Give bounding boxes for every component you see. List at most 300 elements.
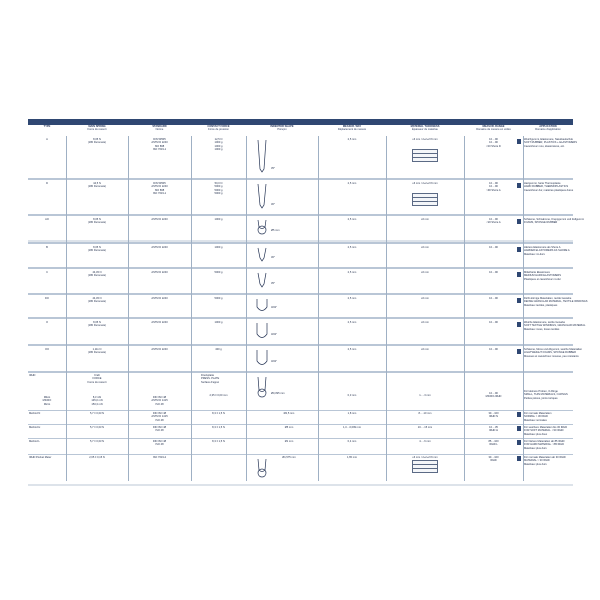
method-standard-line-2: ISO 48 [155,418,164,422]
thickness-cell [387,346,463,373]
type-cell [29,216,65,242]
contact-force-cell-line-0: 1000 g [214,246,223,249]
measuring-way-cell [319,180,385,216]
irhd-subtypes-line-1: MICRO [42,399,52,403]
irhd-thickness-line-0: 1.....3 mm [419,394,431,397]
range-cell-line-0: 10....90 [489,297,498,300]
method-spring [67,439,127,455]
method-range-line-0: 85....100 [488,440,499,443]
method-indentor-line-0: Ø2,5 mm [283,412,295,415]
standard-cell [129,136,190,180]
method-indentor-line-0: Ø1 mm [284,440,294,443]
irhd-subtypes-line-2: Micro [43,402,51,406]
range-cell [465,269,522,295]
standard-cell-line-0: ASTM D 2240 [151,246,168,249]
method-indentor [274,439,304,455]
spring-cell-line-1: (180 Duromete) [87,324,107,328]
spring-cell [67,216,127,242]
method-standard [129,425,190,439]
standard-cell [129,216,190,242]
indentor-shape-drawing [254,183,304,213]
contact-force-cell-line-2: 1000 g [214,144,223,148]
application-cell-line-2: Mousses et caoutchouc mousse, peu résistants [524,354,579,358]
application-cell [524,216,584,242]
irhd-plate-label-line-1: PRESS. PLATE [201,377,220,381]
irhd-plate-dia [192,393,245,402]
irhd-plate-dia-line-0: 2,35 ± 0,00 mm [209,394,228,397]
type-cell [29,244,65,269]
method-standard-line-0: ISO 7619-2 [152,456,167,459]
thickness-cell-line-0: ≥6 mm [421,321,429,324]
irhd-indentor-ball [258,389,266,397]
contact-force-cell-line-1: 1000 g [214,141,223,145]
method-thickness [387,439,463,455]
indentor-shape-label: 35° [271,167,275,170]
spring-cell-line-0: 8,05 N [93,138,101,141]
measuring-way-cell [319,216,385,242]
range-cell [465,136,522,180]
type-cell [29,346,65,373]
spring-cell [67,269,127,295]
method-marker [517,440,521,445]
measuring-way-cell-line-0: 2,5 mm [347,321,357,324]
standard-cell-line-2: ISO 868 [154,144,165,148]
method-name-line-0: IRHD Pocket Meter [29,456,52,459]
measuring-way-cell-line-0: 2,5 mm [347,246,357,249]
application-cell [524,295,588,319]
column-separator-4 [318,136,319,481]
measuring-way-cell-line-0: 2,5 mm [347,138,357,141]
standard-cell [129,295,190,319]
range-cell-line-0: 10....90 [489,271,498,274]
method-way [319,411,385,425]
row-marker [517,298,521,303]
method-force [192,425,245,439]
column-header-0 [28,125,66,136]
contact-force-cell-line-3: 1000 g [214,148,223,152]
measuring-way-cell-line-0: 2,5 mm [347,271,357,274]
spring-cell-line-1: (180 Duromete) [87,300,107,304]
method-name [29,455,65,484]
method-range [465,439,522,455]
indentor-shape-outline [258,184,266,208]
method-name-line-0: Method N [29,412,41,415]
method-range-line-1: IRHD N [489,415,498,419]
standard-cell [129,346,190,373]
range-cell [465,319,522,346]
application-cell-line-1: LIGHTWEIGHT FOAMS, SPONGE RUBBER [524,351,576,355]
standard-cell-line-3: ISO 7619-1 [152,192,167,196]
method-indentor [274,411,304,425]
standard-cell-line-1: ASTM D 2240 [151,141,168,145]
indentor-shape-label: 30° [271,256,275,259]
row-marker [517,219,521,224]
spring-cell-line-1: (180 Duromete) [87,351,107,355]
method-marker [517,456,521,461]
range-cell-line-0: 10....90 [489,246,498,249]
method-application [524,411,572,425]
range-cell [465,180,522,216]
method-application-line-2: Matériaux plus durs [524,446,547,450]
column-separator-5 [386,136,387,481]
spring-cell-line-0: 8,05 N [93,246,101,249]
method-name [29,425,65,439]
application-cell [524,346,583,373]
spring-cell [67,180,127,216]
spring-cell-line-0: 8,05 N [93,321,101,324]
method-application [524,439,572,455]
method-way [319,455,385,484]
method-application-line-1: FOR SOFT MATERIAL. <30 IRHD [524,429,564,433]
irhd-standard-line-0: DIN ISO 48 [152,396,167,399]
thickness-diagram-layer-2 [412,201,438,206]
measuring-way-cell-line-0: 2,5 mm [347,297,357,300]
standard-cell-line-1: ASTM D 2240 [151,185,168,189]
contact-force-cell-line-2: 5000 g [214,188,223,192]
row-marker [517,272,521,277]
method-force [192,411,245,425]
method-range-line-1: IRHD L [489,443,498,447]
method-thickness-line-0: ≥6 mm / 2+2+2=6 mm [412,456,438,459]
method-application-line-1: NORMAL > 30 IRHD [524,415,548,419]
standard-cell-line-0: ASTM D 2240 [151,321,168,324]
application-cell-line-0: Härtere Elastomere als Shore A [524,246,561,249]
spring-cell [67,295,127,319]
type-cell [29,295,65,319]
method-application-line-1: MATERIAL > 30 IRHD [524,459,550,463]
method-marker [517,426,521,431]
column-header-subtitle: Épaisseur du matériau [412,128,438,131]
method-thickness [387,425,463,439]
type-cell [29,319,65,346]
spring-cell [67,319,127,346]
method-name-line-0: Method L [29,440,40,443]
pocket-indentor-label [271,472,301,477]
thickness-cell-line-0: ≥6 mm / 2+2+2=6 mm [412,138,438,141]
method-thickness-line-0: 4.....6 mm [419,440,431,443]
column-header-subtitle: Force de pression [208,128,229,131]
method-application-line-0: Für härtere Materialien ab 85 IRHD [524,440,565,443]
application-cell-line-0: Weichgummi, Elastomere, Naturkautschuk [524,138,573,141]
method-application-line-2: Matériaux normales [524,418,547,422]
spring-cell-line-1: (180 Duromete) [87,249,107,253]
row-marker [517,322,521,327]
method-spring-line-0: 5,7 ± 0,03 N [89,412,105,415]
method-application-line-2: Matériaux plus durs [524,462,547,466]
spring-cell [67,244,127,269]
standard-cell [129,180,190,216]
method-spring [67,425,127,439]
application-cell-line-1: FOAMS, SPONGE RUBBER [524,221,558,225]
column-header-6 [386,125,464,136]
method-range [465,455,522,484]
range-cell-line-0: 10....90 [489,182,498,185]
range-cell-line-1: <20 Shore A [486,221,501,225]
indentor-shape-outline [258,248,266,261]
application-cell [524,269,572,295]
irhd-plate-label-line-0: Druckplatte [201,374,215,377]
application-cell-line-2: Matériaux textiles, plastiques [524,303,558,307]
contact-force-cell [192,346,245,373]
measuring-way-cell [319,319,385,346]
method-way-line-0: 1,8 mm [347,412,357,415]
measuring-way-cell [319,136,385,180]
spring-cell [67,136,127,180]
method-spring-line-0: 5,7 ± 0,03 N [89,440,105,443]
application-cell [524,180,572,216]
indentor-shape-label: 35° [271,282,275,285]
method-standard [129,439,190,455]
method-application [524,455,572,484]
row-marker [517,247,521,252]
hardness-table [28,119,588,486]
thickness-cell-line-0: ≥6 mm [421,271,429,274]
contact-force-cell [192,136,245,180]
type-cell-line-0: DO [45,297,49,300]
range-cell-line-0: 10....90 [489,348,498,351]
method-standard-line-0: DIN ISO 48 [152,440,167,443]
column-separator-2 [191,136,192,481]
method-indentor [274,425,304,439]
method-name [29,439,65,455]
range-cell-line-0: 10....90 [489,321,498,324]
measuring-way-cell-line-0: 2,5 mm [347,182,357,185]
column-header-title: STANDARD [152,125,167,128]
application-cell [524,244,572,269]
irhd-indentor-label: Ø0,395 mm [271,392,285,395]
irhd-type-line-0: IRHD [29,374,36,377]
thickness-cell-line-0: ≥6 mm / 2+2+2=6 mm [412,182,438,185]
method-standard [129,411,190,425]
type-cell-line-0: A [46,138,48,141]
column-header-subtitle: Déplacement de mesure [337,128,367,131]
column-header-subtitle: Domaine d'application [535,128,561,131]
application-cell-line-0: Mittelharte Elastomere [524,271,550,274]
method-thickness [387,411,463,425]
method-application-line-2: Matériaux plus doux [524,432,548,436]
application-cell-line-1: MEDIUM HARD ELASTOMERS [524,274,561,278]
column-header-8 [523,125,573,136]
range-cell [465,295,522,319]
irhd-forces-line-2: 153,3 mN [91,402,103,406]
range-cell [465,244,522,269]
thickness-cell [387,295,463,319]
standard-cell [129,319,190,346]
column-header-title: TYPE [43,125,51,128]
method-application-line-0: Für weichere Materialien bis 30 IRHD [524,426,568,429]
contact-force-cell-line-0: 400 g [215,348,222,351]
spring-cell-line-1: (180 Duromete) [87,185,107,189]
measuring-way-cell [319,295,385,319]
thickness-cell-line-0: ≥6 mm [421,246,429,249]
irhd-force-label-line-2: Force du ressort [87,380,107,384]
spring-cell-line-0: 44,45 N [92,297,102,300]
spring-cell-line-0: 44,45 N [92,271,102,274]
standard-cell-line-3: ISO 7619-1 [152,148,167,152]
measuring-way-cell [319,244,385,269]
method-thickness-line-0: 8.....10 mm [418,412,432,415]
spring-cell-line-1: (180 Duromete) [87,141,107,145]
method-standard-line-0: DIN ISO 48 [152,426,167,429]
column-separator-7 [523,136,524,481]
contact-force-cell [192,216,245,242]
method-standard-line-1: ASTM D 1415 [151,415,168,419]
application-cell-line-1: DENSE GRANULAR MATERIAL, TEXTILE WINDINGS [524,300,588,304]
irhd-force-label-line-0: Kraft [94,374,100,377]
method-force [192,439,245,455]
method-application-line-1: FOR HARD MATERIAL. >85 IRHD [524,443,564,447]
thickness-cell-line-0: ≥6 mm [421,348,429,351]
application-cell-line-1: SOFT TEXTILE WINDINGS, GRANULAR MATERIAL [524,324,586,328]
type-cell [29,136,65,180]
indentor-shape-label: 3/32" [271,333,277,336]
pocket-indentor-outline [258,459,266,472]
column-separator-1 [128,136,129,481]
application-cell-line-2: Matériaux mous, tissus textiles [524,327,560,331]
method-indentor-line-0: Ø1,575 mm [282,456,296,459]
irhd-way [319,393,385,402]
method-range [465,411,522,425]
standard-cell-line-0: DIN 53505 [153,138,166,141]
application-cell-line-1: HARD RUBBER, THERMOPLASTICS [524,185,569,189]
spring-cell [67,346,127,373]
method-standard-line-1: ISO 48 [155,443,164,447]
thickness-cell-line-0: ≥6 mm [421,218,429,221]
standard-cell-line-0: ASTM D 2240 [151,297,168,300]
application-cell-line-0: Weiche Elastomere, textile Gewebe [524,321,566,324]
indentor-shape-label: Ø5 mm [271,229,280,232]
method-marker [517,412,521,417]
type-cell-line-0: O [45,321,49,324]
standard-cell-line-0: ASTM D 2240 [151,271,168,274]
type-cell-line-0: D [46,182,48,185]
irhd-range-line-1: MICRO-IRHD [485,395,502,399]
method-range-line-0: 30....100 [488,456,499,459]
indentor-shape-label: 30° [271,203,275,206]
contact-force-cell [192,244,245,269]
measuring-way-cell-line-0: 2,5 mm [347,348,357,351]
type-cell-line-0: C [46,271,48,274]
method-force-line-0: 8,3 ± 1,5 N [212,412,225,415]
contact-force-cell-line-0: 5000 g [214,297,223,300]
indentor-shape-outline [258,140,266,172]
method-way [319,439,385,455]
application-cell-line-0: Schäume, Moos und Altgummi, weiche Materialien [524,348,583,351]
indentor-shape-label: 3/32" [271,306,277,309]
column-header-subtitle: Domaine de mesure en unités [476,128,511,131]
column-header-title: MEASUR. WAY [342,125,362,128]
standard-cell-line-0: ASTM D 2240 [151,348,168,351]
column-separator-6 [464,136,465,481]
method-way-line-0: 0,4 mm [347,440,357,443]
contact-force-cell [192,319,245,346]
indentor-shape-outline [257,299,267,311]
column-header-5 [318,125,386,136]
spring-cell-line-1: (180 Duromete) [87,274,107,278]
measuring-way-cell-line-0: 2,5 mm [347,218,357,221]
method-spring [67,455,127,484]
thickness-cell [387,319,463,346]
method-way [319,425,385,439]
method-standard-line-0: DIN ISO 48 [152,412,167,415]
irhd-application-line-0: Für kleinere Proben, O-Ringe [524,390,558,393]
row-marker [517,349,521,354]
contact-force-cell-line-1: 5000 g [214,185,223,189]
indentor-shape-outline [257,323,267,338]
thickness-cell [387,269,463,295]
column-header-1 [66,125,128,136]
range-cell-line-2: >90 Shore A [486,188,501,192]
standard-cell-line-0: ASTM D 2240 [151,218,168,221]
column-header-3 [191,125,246,136]
indentor-shape-label: 3/32" [271,360,277,363]
pocket-indentor-drawing [254,458,304,482]
spring-cell-line-0: 8,05 N [93,218,101,221]
application-cell-line-2: Caoutchouc mou, élastomères, etc. [524,144,565,148]
contact-force-cell-line-0: 1000 g [214,321,223,324]
range-cell-line-0: 10....90 [489,138,498,141]
application-cell-line-2: Matériaux mi-durs [524,252,545,256]
thickness-diagram-layer-2 [412,157,438,162]
irhd-force-label-line-1: FORCE [92,377,102,381]
irhd-standard-line-2: ISO 48 [155,402,164,406]
range-cell-line-1: 10....90 [489,185,498,189]
type-cell-line-0: AO [45,218,49,221]
thickness-cell [387,216,463,242]
application-cell-line-1: HARDER ELASTOMERS AS SHORE A [524,249,570,253]
indentor-shape-outline [258,273,266,287]
method-standard-line-1: ISO 48 [155,429,164,433]
thickness-cell [387,244,463,269]
range-cell [465,216,522,242]
column-header-title: MATERIAL THICKNESS [410,125,440,128]
spring-cell-line-1: (180 Duromete) [87,221,107,225]
contact-force-cell-line-0: 50,0 N [214,182,223,185]
type-cell-line-0: B [46,246,48,249]
contact-force-cell-line-0: 12,5 N [214,138,223,141]
method-application-line-0: Für normale Materialien [524,412,552,415]
column-header-title: INDENTOR SHAPE [270,125,294,128]
column-header-title: CONTACT FORCE [207,125,230,128]
indentor-shape-ball [258,226,266,234]
method-range [465,425,522,439]
method-force-line-0: 8,3 ± 1,5 N [212,426,225,429]
irhd-forces-line-0: 8,3 mN [92,396,102,399]
irhd-application-line-1: SMALL, THIN MATERIALS, O-RINGS [524,393,568,397]
irhd-thickness [387,393,463,402]
standard-cell-line-2: ISO 868 [154,188,165,192]
application-cell-line-0: Dicht-körnige Materialien, textile Gewebe [524,297,572,300]
column-header-subtitle: Poinçon [277,128,287,131]
method-name-line-0: Method H [29,426,41,429]
thickness-cell-line-0: ≥6 mm [421,297,429,300]
method-thickness-line-0: 10.....15 mm [417,426,433,429]
spring-cell-line-0: 44,5 N [93,182,101,185]
contact-force-cell [192,269,245,295]
method-way-line-0: 1,3....0,099 mm [342,426,362,429]
application-cell-line-0: Schäume, Schwämme, Kreppgummi und Zellgummi [524,218,584,221]
measuring-way-cell [319,269,385,295]
column-header-title: MEASUR. RANGE [482,125,505,128]
standard-cell [129,269,190,295]
type-cell [29,269,65,295]
application-cell [524,136,578,180]
method-spring-line-0: 2,65 ± 0,15 N [89,456,105,459]
column-header-row [28,125,573,136]
pocket-thickness-diagram-layer-2 [412,468,438,473]
method-spring-line-0: 5,7 ± 0,03 N [89,426,105,429]
application-cell [524,319,586,346]
